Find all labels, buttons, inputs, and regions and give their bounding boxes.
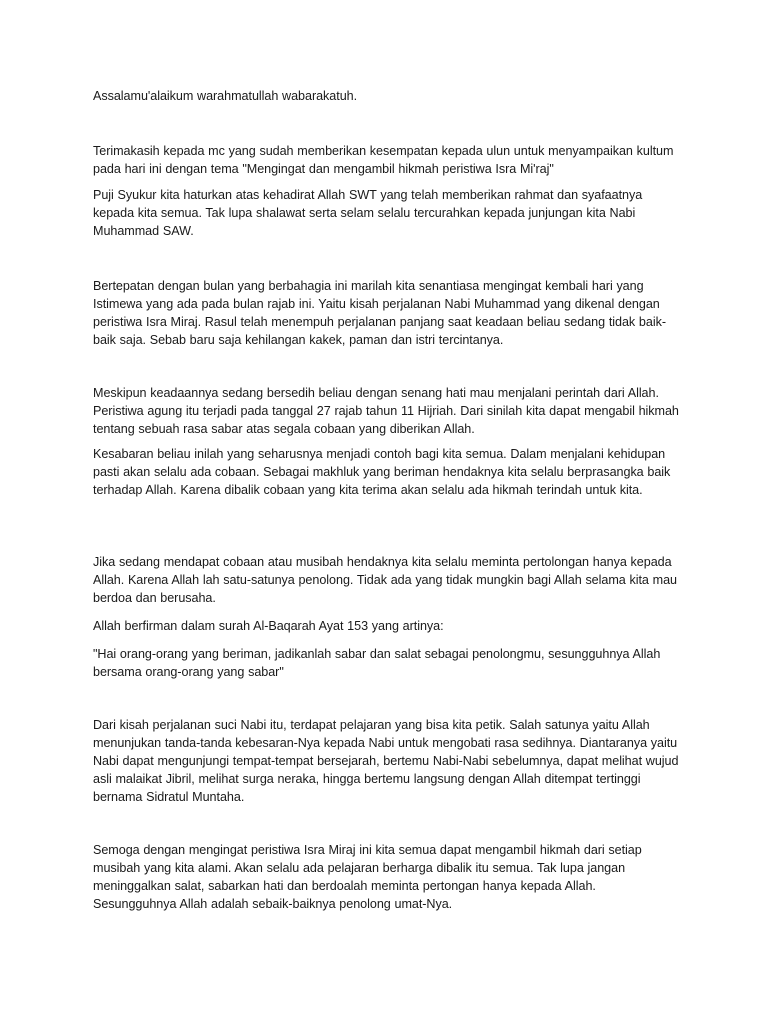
paragraph-lesson: Dari kisah perjalanan suci Nabi itu, terdapat pelajaran yang bisa kita petik. Salah satunya yaitu Allah menunjukan tanda-tanda kebesaran-Nya kepada Nabi untuk mengobati rasa sedihnya. Diantaranya yaitu Nabi dapat mengunjungi tempat-tempat bersejarah, bertemu Nabi-Nabi sebelumnya, dapat melihat wujud asli malaikat Jibril, melihat surga neraka, hingga bertemu langsung dengan Allah ditempat tertinggi bernama Sidratul Muntaha. — [93, 718, 679, 804]
paragraph-praise: Puji Syukur kita haturkan atas kehadirat Allah SWT yang telah memberikan rahmat dan syafaatnya kepada kita semua. Tak lupa shalawat serta selam selalu tercurahkan kepada junjungan kita Nabi Muhammad SAW. — [93, 188, 643, 238]
paragraph-patience: Meskipun keadaannya sedang bersedih beliau dengan senang hati mau menjalani perintah dari Allah. Peristiwa agung itu terjadi pada tanggal 27 rajab tahun 11 Hijriah. Dari sinilah kita dapat mengabil hikmah tentang sebuah rasa sabar atas segala cobaan yang diberikan Allah. — [93, 386, 679, 436]
document-page — [93, 0, 683, 1024]
paragraph-closing: Semoga dengan mengingat peristiwa Isra Miraj ini kita semua dapat mengambil hikmah dari setiap musibah yang kita alami. Akan selalu ada pelajaran berharga dibalik itu semua. Tak lupa jangan meninggalkan salat, sabarkan hati dan berdoalah meminta pertongan hanya kepada Allah. Sesungguhnya Allah adalah sebaik-baiknya penolong umat-Nya. — [93, 843, 642, 911]
paragraph-thanks: Terimakasih kepada mc yang sudah memberikan kesempatan kepada ulun untuk menyampaikan kultum pada hari ini dengan tema "Mengingat dan mengambil hikmah peristiwa Isra Mi'raj" — [93, 144, 674, 176]
paragraph-quran-ref: Allah berfirman dalam surah Al-Baqarah Ayat 153 yang artinya: — [93, 619, 444, 633]
paragraph-quote: "Hai orang-orang yang beriman, jadikanlah sabar dan salat sebagai penolongmu, sesungguhnya Allah bersama orang-orang yang sabar" — [93, 647, 661, 679]
paragraph-rajab: Bertepatan dengan bulan yang berbahagia ini marilah kita senantiasa mengingat kembali hari yang Istimewa yang ada pada bulan rajab ini. Yaitu kisah perjalanan Nabi Muhammad yang dikenal dengan peristiwa Isra Miraj. Rasul telah menempuh perjalanan panjang saat keadaan beliau sedang tidak baik-baik saja. Sebab baru saja kehilangan kakek, paman dan istri tercintanya. — [93, 279, 666, 347]
paragraph-example: Kesabaran beliau inilah yang seharusnya menjadi contoh bagi kita semua. Dalam menjalani kehidupan pasti akan selalu ada cobaan. Sebagai makhluk yang beriman hendaknya kita selalu berprasangka baik terhadap Allah. Karena dibalik cobaan yang kita terima akan selalu ada hikmah terindah untuk kita. — [93, 447, 671, 497]
paragraph-help: Jika sedang mendapat cobaan atau musibah hendaknya kita selalu meminta pertolongan hanya kepada Allah. Karena Allah lah satu-satunya penolong. Tidak ada yang tidak mungkin bagi Allah selama kita mau berdoa dan berusaha. — [93, 555, 677, 605]
paragraph-greeting: Assalamu'alaikum warahmatullah wabarakatuh. — [93, 89, 358, 103]
